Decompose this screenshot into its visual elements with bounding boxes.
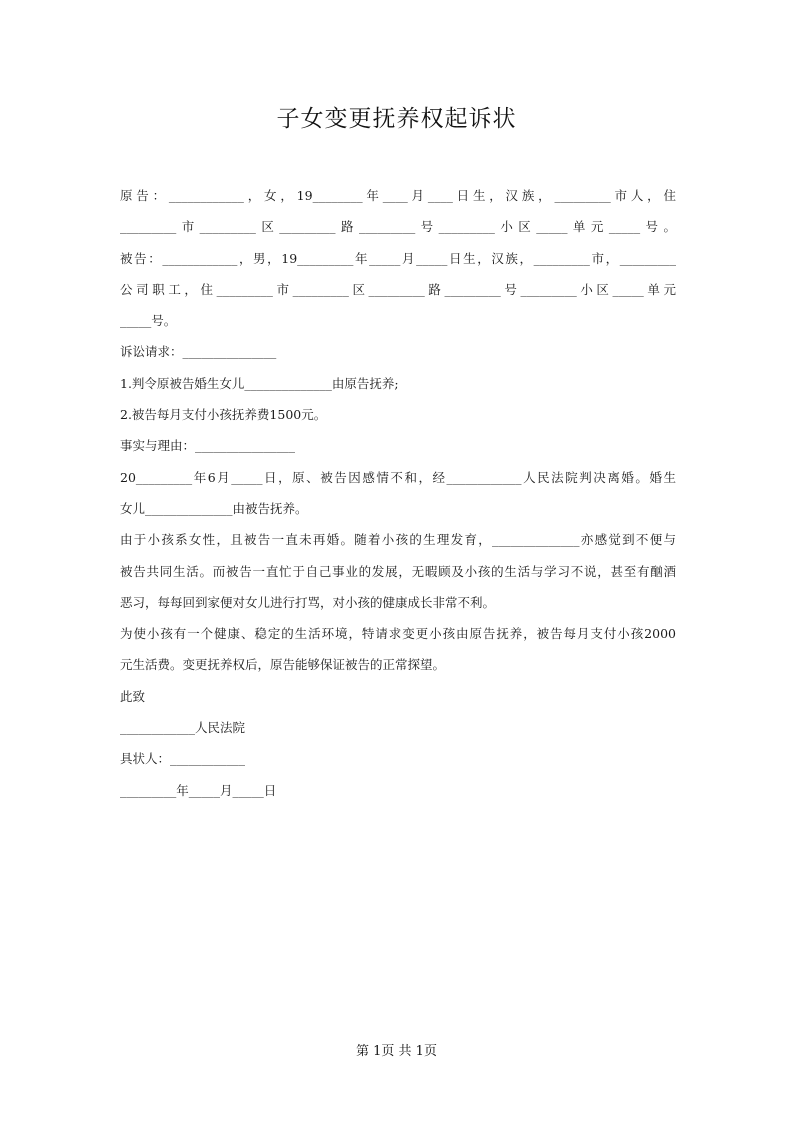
document-line: _________年_____月_____日 [120, 782, 277, 798]
document-line: 由于小孩系女性，且被告一直未再婚。随着小孩的生理发育，______________亦感觉到不便与 [120, 532, 676, 548]
document-line: 被告：____________，男，19_________年_____月_____日生，汉族，_________市，_________ [120, 250, 676, 266]
document-line: 20_________年6月_____日，原、被告因感情不和，经____________人民法院判决离婚。婚生 [120, 469, 676, 485]
document-line: 女儿______________由被告抚养。 [120, 500, 308, 516]
document-line: _________市_________区_________路_________号_________小区_____单元_____号。 [120, 219, 676, 235]
document-title: 子女变更抚养权起诉状 [276, 106, 517, 132]
document-line: 公司职工，住_________市_________区_________路_________号_________小区_____单元 [120, 281, 676, 297]
document-line: 恶习，每每回到家便对女儿进行打骂，对小孩的健康成长非常不利。 [120, 594, 496, 610]
document-line: 2.被告每月支付小孩抚养费1500元。 [120, 407, 327, 423]
document-line: 此致 [120, 688, 146, 704]
document-line: 为使小孩有一个健康、稳定的生活环境，特请求变更小孩由原告抚养，被告每月支付小孩2000 [120, 626, 676, 642]
document-line: 诉讼请求：_______________ [120, 344, 277, 360]
page-footer: 第 1页 共 1页 [356, 1044, 437, 1059]
document-line: 具状人：____________ [120, 751, 246, 767]
document-line: 事实与理由：________________ [120, 438, 296, 454]
document-line: 原告：____________，女，19________年____月____日生，汉族，_________市人，住 [120, 188, 676, 203]
document-line: _____号。 [120, 313, 177, 329]
document-line: ____________人民法院 [120, 720, 246, 736]
document-line: 1.判令原被告婚生女儿______________由原告抚养; [120, 375, 399, 391]
document-line: 元生活费。变更抚养权后，原告能够保证被告的正常探望。 [120, 657, 446, 673]
document-line: 被告共同生活。而被告一直忙于自己事业的发展，无暇顾及小孩的生活与学习不说，甚至有酗酒 [120, 563, 676, 579]
document-body [120, 180, 676, 806]
